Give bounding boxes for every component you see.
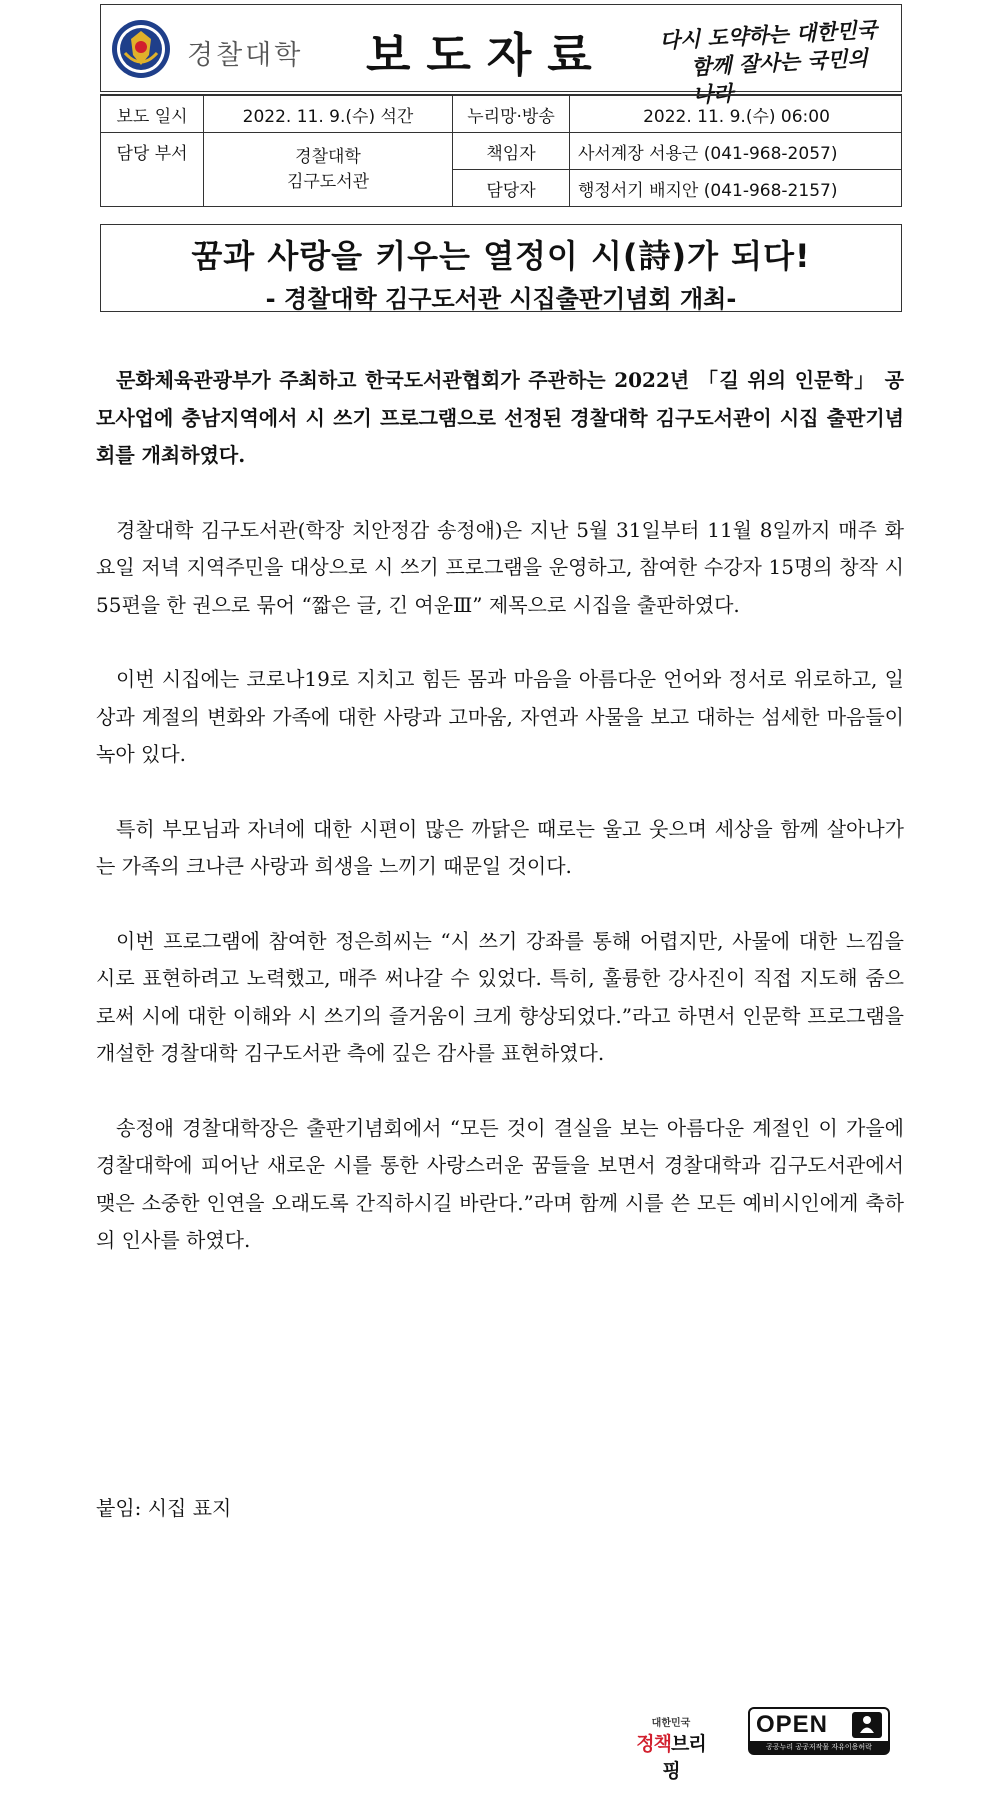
dept-line-1: 경찰대학 — [295, 146, 361, 167]
brief-logo-small: 대한민국 — [651, 1718, 691, 1729]
paragraph-lead: 문화체육관광부가 주최하고 한국도서관협회가 주관하는 2022년 「길 위의 인문학」 공모사업에 충남지역에서 시 쓰기 프로그램으로 선정된 경찰대학 김구도서관이 시집 출판기념회를 개최하였다. — [96, 368, 904, 467]
headline-box — [100, 224, 902, 312]
dept-label: 담당 부서 — [101, 133, 204, 207]
release-info-table — [100, 94, 902, 207]
manager-label: 책임자 — [453, 133, 570, 170]
slogan-line-2: 함께 잘사는 국민의 나라 — [690, 45, 869, 108]
open-sub: 공공누리 공공저작물 자유이용허락 — [750, 1741, 888, 1753]
contact-label: 담당자 — [453, 170, 570, 207]
dept-value — [204, 133, 453, 207]
paragraph: 송정애 경찰대학장은 출판기념회에서 “모든 것이 결실을 보는 아름다운 계절인 이 가을에 경찰대학에 피어난 새로운 시를 통한 사랑스러운 꿈들을 보면서 경찰대학과 김구도서관에서 맺은 소중한 인연을 오래도록 간직하시길 바란다.”라며 함께 시를 쓴 모든 예비시인에게 축하의 인사를 하였다. — [96, 1115, 904, 1252]
document-title: 보도자료 — [366, 28, 608, 82]
org-name: 경찰대학 — [187, 40, 304, 71]
release-date-value: 2022. 11. 9.(수) 석간 — [204, 95, 453, 133]
contact-value: 행정서기 배지안 (041-968-2157) — [570, 170, 902, 207]
dept-line-2: 김구도서관 — [286, 171, 370, 192]
brief-logo-big — [636, 1729, 706, 1783]
table-row — [101, 95, 902, 133]
policy-briefing-logo — [636, 1714, 706, 1783]
paragraph: 특히 부모님과 자녀에 대한 시편이 많은 까닭은 때로는 울고 웃으며 세상을 함께 살아나가는 가족의 크나큰 사랑과 희생을 느끼기 때문일 것이다. — [96, 816, 904, 878]
table-row — [101, 133, 902, 170]
kogl-open-license-logo — [748, 1707, 890, 1755]
brief-logo-word-1: 정책 — [636, 1733, 671, 1755]
police-university-emblem-icon — [111, 19, 171, 79]
online-label: 누리망·방송 — [453, 95, 570, 133]
brief-logo-word-2: 브리핑 — [662, 1733, 706, 1782]
release-date-label: 보도 일시 — [101, 95, 204, 133]
article-body — [96, 362, 904, 1297]
paragraph: 경찰대학 김구도서관(학장 치안정감 송정애)은 지난 5월 31일부터 11월 8일까지 매주 화요일 저녁 지역주민을 대상으로 시 쓰기 프로그램을 운영하고, 참여한 수강자 15명의 창작 시 55편을 한 권으로 묶어 “짧은 글, 긴 여운Ⅲ” 제목으로 시집을 출판하였다. — [96, 517, 904, 617]
headline-main: 꿈과 사랑을 키우는 열정이 시(詩)가 되다! — [191, 237, 811, 275]
paragraph: 이번 시집에는 코로나19로 지치고 힘든 몸과 마음을 아름다운 언어와 정서로 위로하고, 일상과 계절의 변화와 가족에 대한 사랑과 고마움, 자연과 사물을 보고 대하는 섬세한 마음들이 녹아 있다. — [96, 667, 905, 766]
header-box — [100, 4, 902, 108]
online-value: 2022. 11. 9.(수) 06:00 — [570, 95, 902, 133]
manager-value: 사서계장 서용근 (041-968-2057) — [570, 133, 902, 170]
slogan-line-1: 다시 도약하는 대한민국 — [659, 16, 878, 54]
paragraph: 이번 프로그램에 참여한 정은희씨는 “시 쓰기 강좌를 통해 어렵지만, 사물에 대한 느낌을 시로 표현하려고 노력했고, 매주 써나갈 수 있었다. 특히, 훌륭한 강사진이 직접 지도해 줌으로써 시에 대한 이해와 시 쓰기의 즐거움이 크게 향상되었다.”라고 하면서 인문학 프로그램을 개설한 경찰대학 김구도서관 측에 깊은 감사를 표현하였다. — [96, 928, 904, 1065]
attachment-note: 붙임: 시집 표지 — [96, 1496, 232, 1520]
attribution-badge-icon — [852, 1712, 882, 1738]
open-word: OPEN — [756, 1711, 829, 1738]
headline-sub: - 경찰대학 김구도서관 시집출판기념회 개최- — [265, 285, 737, 313]
